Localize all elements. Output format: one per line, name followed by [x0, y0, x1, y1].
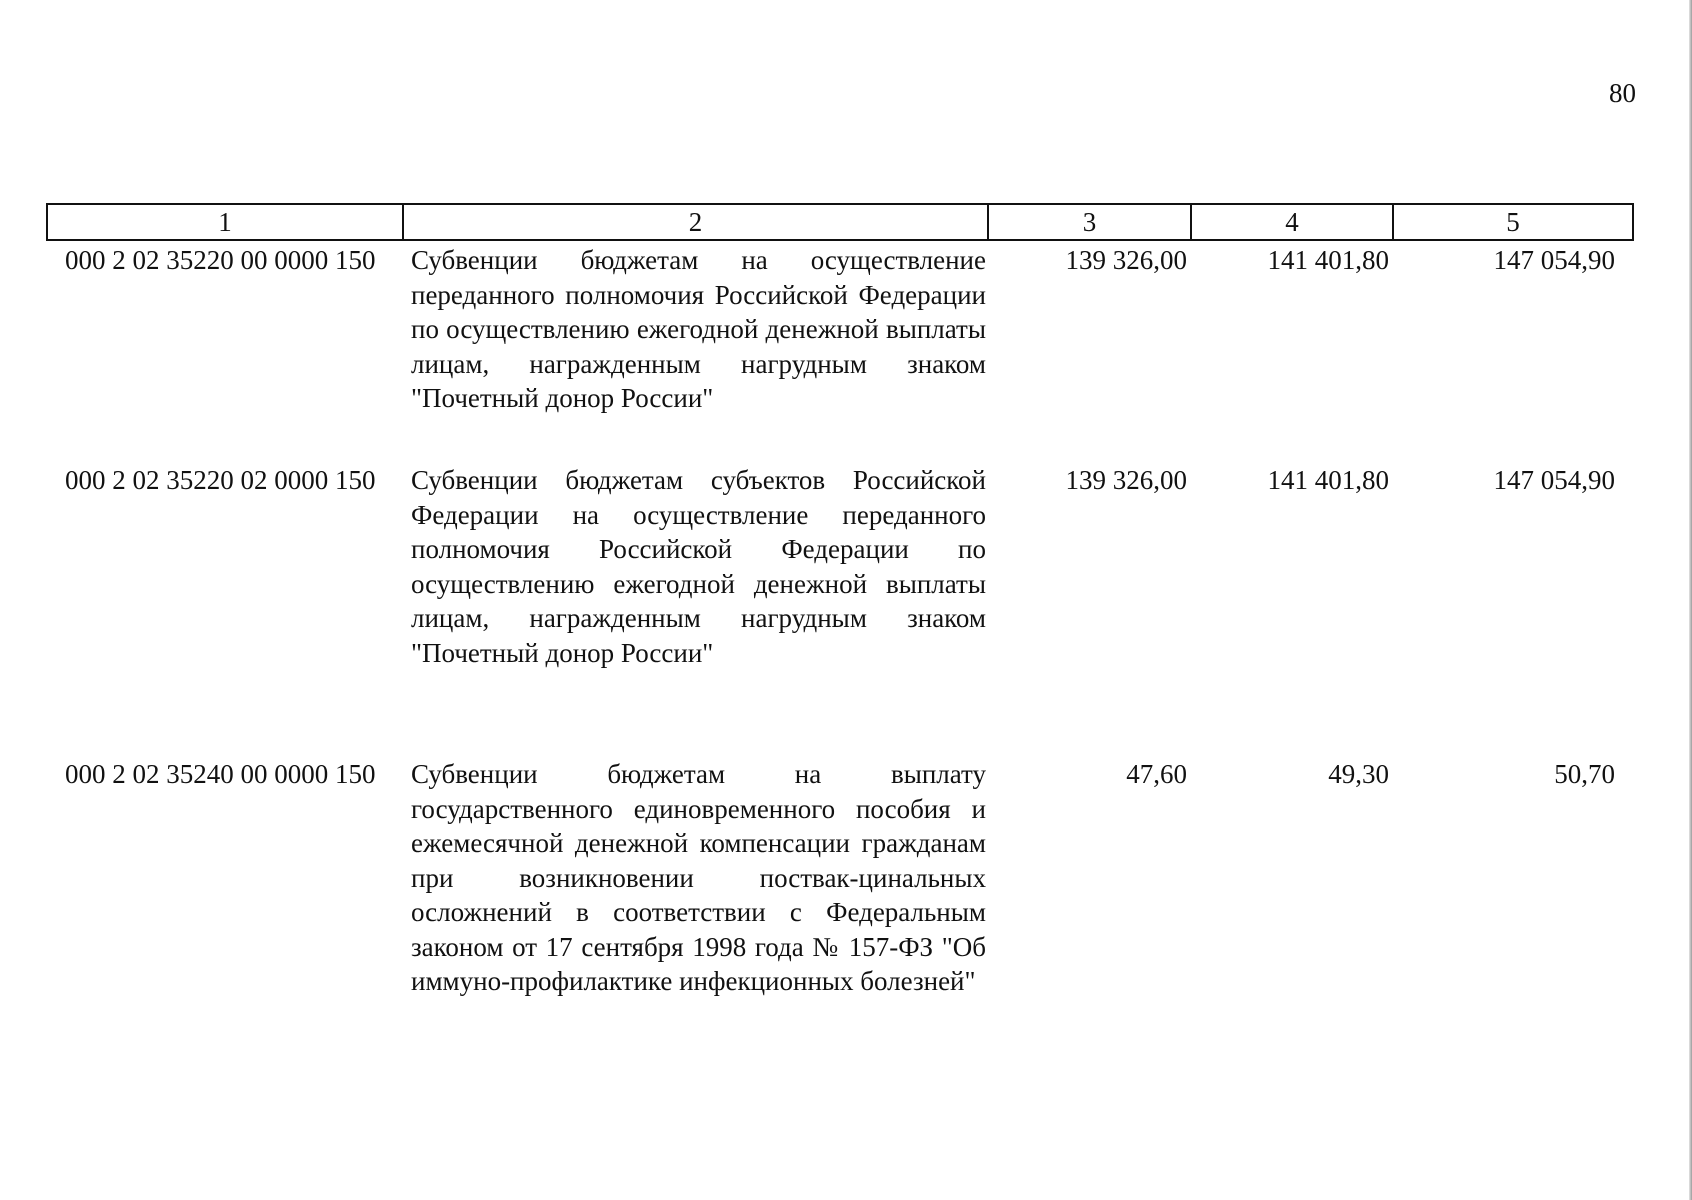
- amount-col3-cell: 47,60: [1126, 759, 1187, 789]
- description-cell: Субвенции бюджетам на выплату государственного единовременного пособия и ежемесячной денежной компенсации гражданам при возникновении поствак-цинальных осложнений в соответствии с Федеральным законом от 17 сентября 1998 года № 157-ФЗ "Об иммуно-профилактике инфекционных болезней": [411, 759, 986, 996]
- amount-col3-cell: 139 326,00: [1065, 245, 1187, 275]
- page-number: 80: [1609, 78, 1636, 108]
- header-column-4: 4: [1191, 204, 1393, 240]
- table-header-row: [47, 204, 1633, 240]
- table-row: [47, 240, 1633, 461]
- amount-col4-cell: 49,30: [1328, 759, 1389, 789]
- amount-col5-cell: 50,70: [1554, 759, 1615, 789]
- header-column-2: 2: [403, 204, 988, 240]
- description-cell: Субвенции бюджетам субъектов Российской Федерации на осуществление переданного полномочия Российской Федерации по осуществлению ежегодной денежной выплаты лицам, награжденным нагрудным знаком "Почетный донор России": [411, 465, 986, 668]
- budget-code-cell: 000 2 02 35240 00 0000 150: [65, 759, 376, 789]
- amount-col5-cell: 147 054,90: [1493, 245, 1615, 275]
- budget-table-container: [46, 203, 1632, 1047]
- budget-code-cell: 000 2 02 35220 02 0000 150: [65, 465, 376, 495]
- header-column-3: 3: [988, 204, 1191, 240]
- table-row: [47, 755, 1633, 1047]
- table-row: [47, 461, 1633, 755]
- budget-code-cell: 000 2 02 35220 00 0000 150: [65, 245, 376, 275]
- budget-table: [46, 203, 1634, 1047]
- description-cell: Субвенции бюджетам на осуществление переданного полномочия Российской Федерации по осуществлению ежегодной денежной выплаты лицам, награжденным нагрудным знаком "Почетный донор России": [411, 245, 986, 413]
- header-column-1: 1: [47, 204, 403, 240]
- amount-col4-cell: 141 401,80: [1267, 465, 1389, 495]
- amount-col4-cell: 141 401,80: [1267, 245, 1389, 275]
- amount-col5-cell: 147 054,90: [1493, 465, 1615, 495]
- header-column-5: 5: [1393, 204, 1633, 240]
- amount-col3-cell: 139 326,00: [1065, 465, 1187, 495]
